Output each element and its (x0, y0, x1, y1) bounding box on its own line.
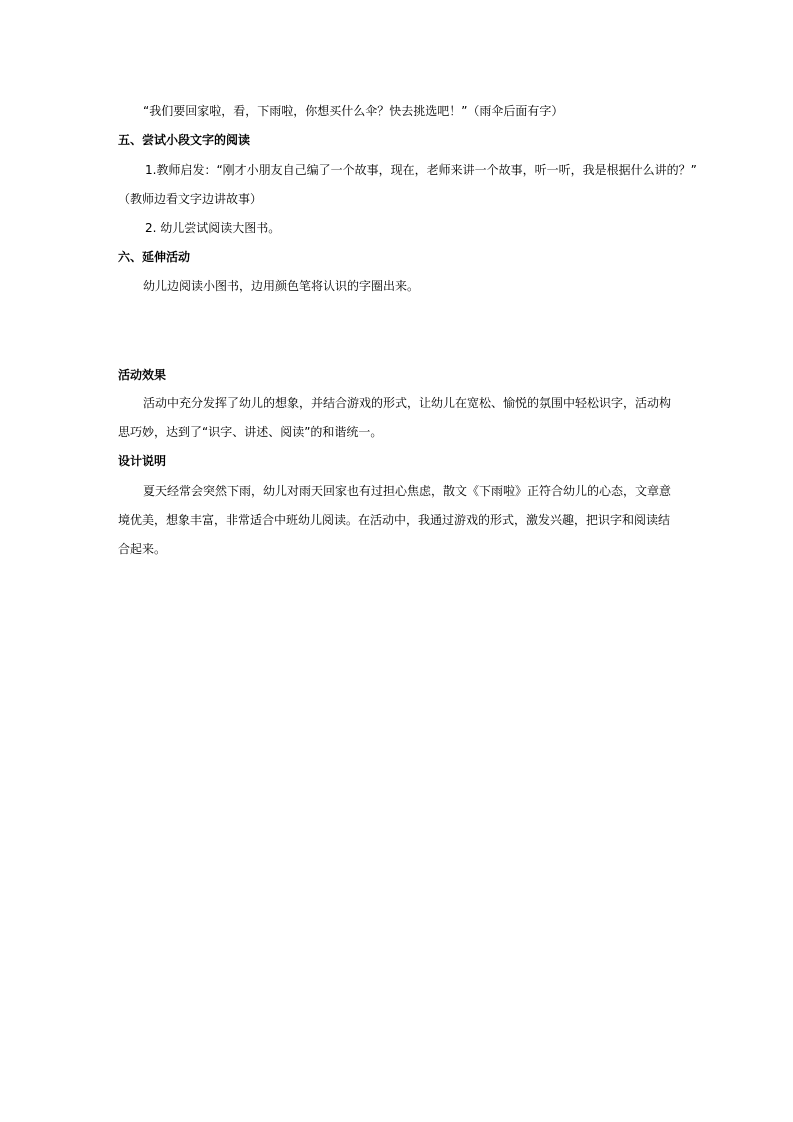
section5-heading: 五、尝试小段文字的阅读 (118, 133, 251, 147)
effect-heading: 活动效果 (118, 368, 167, 382)
effect-line2: 思巧妙，达到了“识字、讲述、阅读”的和谐统一。 (118, 425, 383, 439)
section5-item1-line1: 1.教师启发：“刚才小朋友自己编了一个故事，现在，老师来讲一个故事，听一听，我是根据什么讲的？” (145, 163, 697, 177)
design-line2: 境优美，想象丰富，非常适合中班幼儿阅读。在活动中，我通过游戏的形式，激发兴趣，把识字和阅读结 (118, 513, 671, 527)
design-heading: 设计说明 (118, 454, 167, 468)
design-line1: 夏天经常会突然下雨，幼儿对雨天回家也有过担心焦虑，散文《下雨啦》正符合幼儿的心态，文章意 (143, 484, 672, 498)
effect-line1: 活动中充分发挥了幼儿的想象，并结合游戏的形式，让幼儿在宽松、愉悦的氛围中轻松识字，活动构 (143, 396, 672, 410)
section6-text: 幼儿边阅读小图书，边用颜色笔将认识的字圈出来。 (143, 279, 420, 293)
section5-item1-line2: （教师边看文字边讲故事） (118, 192, 263, 206)
intro-quote: “我们要回家啦，看，下雨啦，你想买什么伞？快去挑选吧！”（雨伞后面有字） (143, 104, 564, 118)
section6-heading: 六、延伸活动 (118, 250, 191, 264)
section5-item2: 2. 幼儿尝试阅读大图书。 (145, 221, 281, 235)
design-line3: 合起来。 (118, 542, 167, 556)
